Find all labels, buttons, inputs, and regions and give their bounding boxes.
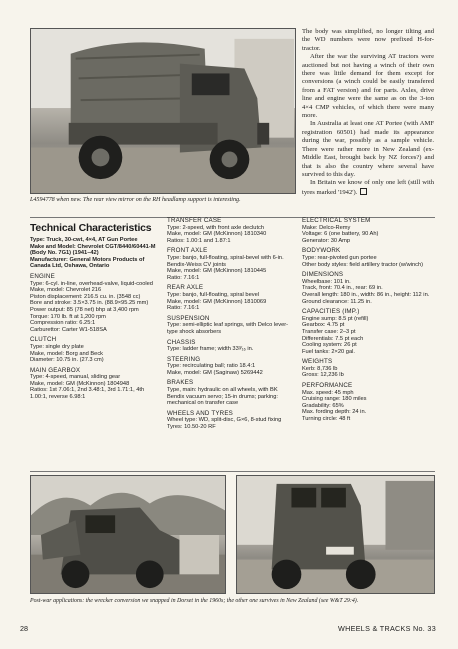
spec-section (30, 337, 158, 363)
spec-line: Ratio: 7.16:1 (167, 274, 200, 281)
spec-section (302, 309, 434, 355)
spec-section (167, 380, 295, 406)
spec-line: Type: ladder frame; width 33³⁄₁₆ in. (167, 346, 254, 353)
spec-section-heading: DIMENSIONS (302, 271, 344, 279)
spec-line: Type, main: hydraulic on all wheels, with BK Bendix vacuum servo; 15-in drums; parking: mechanical on transfer case (167, 387, 278, 407)
spec-section-heading: WEIGHTS (302, 358, 333, 366)
intro-paragraph-text: In Britain we know of only one left (still with tyres marked '1942'). (302, 179, 434, 196)
intro-text (302, 28, 434, 197)
spec-section-heading: REAR AXLE (167, 284, 204, 292)
intro-paragraph: The body was simplified, no longer tilting and the WD numbers were now prefixed H-for-tractor. (302, 28, 434, 52)
spec-line: Type: single dry plate (30, 343, 84, 350)
spec-line: Make, model: GM (McKinnon) 1804948 (30, 380, 130, 387)
spec-line: Ratios: 1.00:1 and 1.87:1 (167, 237, 231, 244)
spec-line: Type: 6-cyl. in-line, overhead-valve, liquid-cooled (30, 280, 153, 287)
spec-section (30, 274, 158, 333)
spec-line: Max. speed: 45 mph (302, 389, 354, 396)
spec-section (302, 248, 434, 268)
spec-line: Make and Model: Chevrolet CGT/8440/60441-M (Body No. 7G1) (1941–42) (30, 243, 156, 257)
spec-line: Make, model: Chevrolet 216 (30, 287, 102, 294)
spec-line: Diameter: 10.75 in. (27.3 cm) (30, 357, 104, 364)
spec-line: Wheel type: WD, split-disc, G×6, 8-stud fixing (167, 417, 282, 424)
spec-line: Track, front: 70.4 in., rear: 69 in. (302, 285, 383, 292)
spec-section-heading: PERFORMANCE (302, 382, 353, 390)
spec-line: Make: Delco-Remy (302, 224, 351, 231)
spec-section (302, 272, 434, 305)
tech-specs-title: Technical Characteristics (30, 222, 152, 234)
spec-section (167, 411, 295, 431)
spec-line: Cruising range: 180 miles (302, 396, 367, 403)
spec-line: Type: banjo, full-floating, spiral bevel (167, 291, 259, 298)
spec-line: Bore and stroke: 3.5×3.75 in. (88.9×95.25 mm) (30, 300, 149, 307)
spec-line: Ground clearance: 11.25 in. (302, 298, 372, 305)
end-of-article-mark (360, 188, 367, 195)
spec-line: Gross: 12,236 lb (302, 372, 344, 379)
spec-line: Type: banjo, full-floating, spiral-bevel with 6-in. Bendix-Weiss CV joints (167, 254, 284, 268)
intro-paragraph: In Australia at least one AT Portee (with AMF registration 60501) had made its appearance during the war, possibly as a sample vehicle. There were rather more in New Zealand (ex-Middle East, brought back by NZ forces?) and that is also the country where several have survived to this day. (302, 120, 434, 178)
spec-section (167, 248, 295, 281)
spec-line: Max. fording depth: 24 in. (302, 409, 367, 416)
spec-section (30, 368, 158, 401)
spec-line: Other body styles: field artillery tractor (w/winch) (302, 261, 424, 268)
spec-line: Compression ratio: 6.25:1 (30, 320, 96, 327)
spec-section (302, 359, 434, 379)
spec-line: Transfer case: 2–3 pt (302, 328, 356, 335)
spec-line: Gearbox: 4.75 pt (302, 322, 345, 329)
spec-line: Tyres: 10.50-20 RF (167, 424, 216, 431)
spec-section (302, 383, 434, 423)
spec-section-heading: WHEELS AND TYRES (167, 409, 234, 417)
spec-line: Turning circle: 48 ft (302, 416, 351, 423)
spec-line: Type: semi-elliptic leaf springs, with Delco lever-type shock absorbers (167, 322, 289, 335)
intro-paragraph: After the war the surviving AT tractors were auctioned but not having a winch of their own there was little demand for them except for conversions (a winch could be easily transfered from a FAT version) and for parts. Axles, drive line and engine were the same as on the 3-ton 4×4 CMP vehicles, of which there were many more. (302, 53, 434, 120)
spec-line: Make, model: GM (McKinnon) 1810069 (167, 298, 267, 305)
spec-line: Ratio: 7.16:1 (167, 305, 200, 312)
spec-line: Cooling system: 26 pt (302, 342, 357, 349)
specs-column-1 (30, 237, 158, 405)
spec-section (167, 218, 295, 244)
spec-section (167, 316, 295, 336)
spec-line: Power output: 85 (78 net) bhp at 3,400 rpm (30, 306, 139, 313)
spec-line: Ratios: 1st 7.06:1, 2nd 3.48:1, 3rd 1.71:1, 4th 1.00:1, reverse 6.98:1 (30, 387, 145, 401)
spec-section-heading: CLUTCH (30, 336, 57, 344)
spec-line: Generator: 30 Amp (302, 237, 351, 244)
spec-section (30, 237, 158, 270)
spec-line: Make, model: GM (McKinnon) 1810445 (167, 268, 267, 275)
spec-line: Make, model: GM (Saginaw) 5269442 (167, 369, 263, 376)
spec-section-heading: ELECTRICAL SYSTEM (302, 217, 371, 224)
spec-section-heading: TRANSFER CASE (167, 217, 222, 224)
spec-section (167, 340, 295, 353)
spec-section-heading: BRAKES (167, 379, 194, 387)
spec-line: Type: 2-speed, with front axle declutch (167, 224, 265, 231)
spec-line: Carburettor: Carter W1-518SA (30, 326, 107, 333)
specs-column-3 (302, 218, 434, 427)
spec-line: Make, model: GM (McKinnon) 1810340 (167, 231, 267, 238)
spec-line: Type: recirculating ball; ratio 18.4:1 (167, 363, 256, 370)
spec-section (167, 357, 295, 377)
intro-paragraph (302, 179, 434, 197)
spec-line: Type: Truck, 30-cwt, 4×4, AT Gun Portee (30, 237, 138, 243)
spec-section-heading: BODYWORK (302, 247, 341, 255)
spec-line: Fuel tanks: 2×20 gal. (302, 348, 355, 355)
spec-line: Torque: 170 lb. ft at 1,200 rpm (30, 313, 106, 320)
spec-line: Piston displacement: 216.5 cu. in. (3548 cc) (30, 293, 141, 300)
specs-column-2 (167, 218, 295, 435)
spec-line: Make, model: Borg and Beck (30, 350, 104, 357)
bottom-photos-caption: Post-war applications: the wrecker conversion we snapped in Dorset in the 1960s; the other one survives in New Zealand (see W&T 29:4). (30, 598, 359, 604)
portee-photo-new-zealand (236, 475, 435, 594)
spec-section-heading: CHASSIS (167, 338, 196, 346)
wrecker-photo-dorset (30, 475, 226, 594)
spec-line: Differentials: 7.5 pt each (302, 335, 364, 342)
spec-line: Type: 4-speed, manual, sliding gear (30, 374, 121, 381)
spec-line: Kerb: 8,736 lb (302, 365, 338, 372)
truck-photo-top (30, 28, 296, 194)
spec-section (302, 218, 434, 244)
spec-line: Wheelbase: 101 in. (302, 278, 351, 285)
top-photo-caption: L4594778 when new. The rear view mirror on the RH headlamp support is interesting. (30, 197, 241, 203)
spec-line: Gradability: 65% (302, 402, 344, 409)
spec-line: Overall length: 180 in., width: 86 in., height: 112 in. (302, 291, 430, 298)
spec-section-heading: MAIN GEARBOX (30, 366, 81, 374)
spec-section (167, 285, 295, 311)
spec-section-heading: ENGINE (30, 272, 55, 280)
spec-section-heading: STEERING (167, 355, 201, 363)
magazine-issue: WHEELS & TRACKS No. 33 (338, 624, 436, 633)
page-number: 28 (20, 624, 28, 633)
spec-line: Manufacturer: General Motors Products of Canada Ltd, Oshawa, Ontario (30, 256, 145, 270)
spec-line: Voltage: 6 (one battery, 90 Ah) (302, 231, 379, 238)
spec-line: Type: rear-pivoted gun portee (302, 254, 377, 261)
spec-section-heading: CAPACITIES (IMP.) (302, 308, 360, 316)
spec-section-heading: SUSPENSION (167, 314, 210, 322)
spec-section-heading: FRONT AXLE (167, 247, 208, 255)
spec-line: Engine sump: 8.5 pt (refill) (302, 315, 369, 322)
